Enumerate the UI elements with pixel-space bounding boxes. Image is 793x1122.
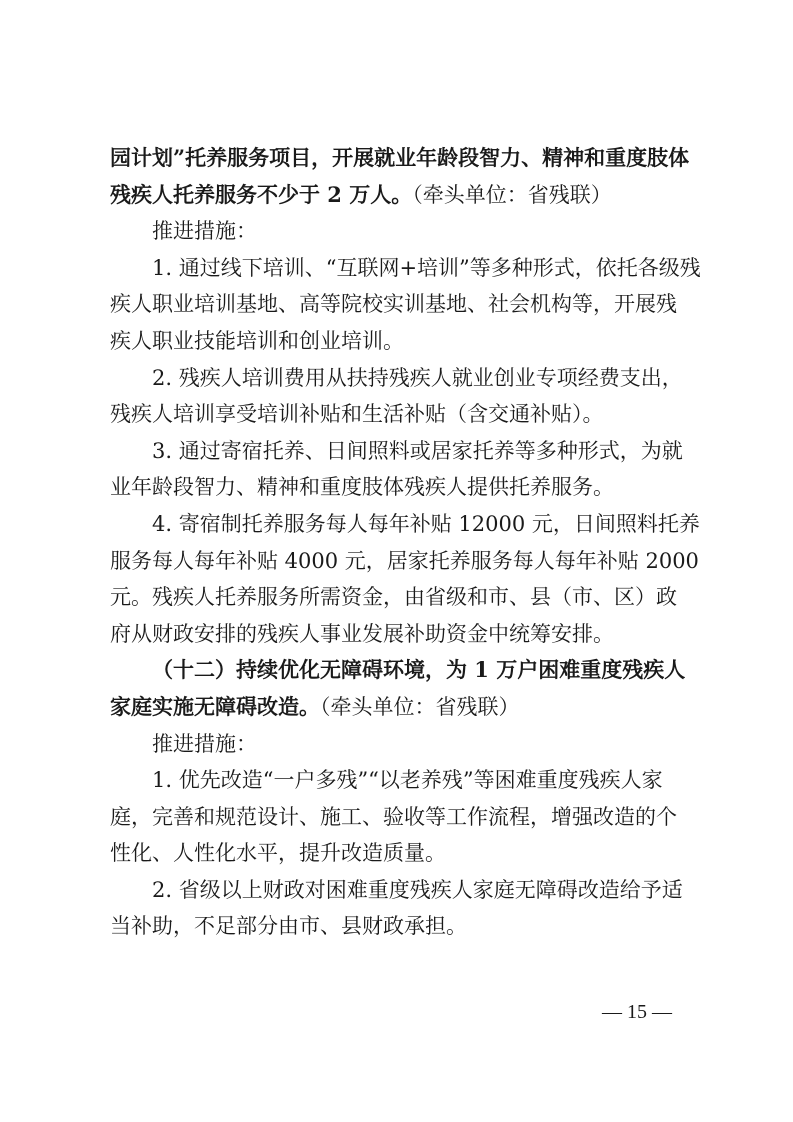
goal-end-line xyxy=(110,177,700,213)
measure-2-line: 2. 省级以上财政对困难重度残疾人家庭无障碍改造给予适 xyxy=(152,877,683,902)
measure-2-line: 残疾人培训享受培训补贴和生活补贴（含交通补贴）。 xyxy=(110,402,604,427)
measure-4-line: 府从财政安排的残疾人事业发展补助资金中统筹安排。 xyxy=(110,621,614,646)
measure-1-line: 庭，完善和规范设计、施工、验收等工作流程，增强改造的个 xyxy=(110,804,677,829)
measure-3-line: 3. 通过寄宿托养、日间照料或居家托养等多种形式，为就 xyxy=(152,438,683,463)
measure-1-line: 性化、人性化水平，提升改造质量。 xyxy=(110,841,446,866)
lead-unit-note: （牵头单位：省残联） xyxy=(320,694,520,719)
section-12-heading: （十二）持续优化无障碍环境，为 1 万户困难重度残疾人 xyxy=(152,657,686,683)
measures-heading: 推进措施： xyxy=(152,731,257,756)
measure-4-line: 服务每人每年补贴 4000 元，居家托养服务每人每年补贴 2000 xyxy=(110,548,699,573)
measure-3-line: 业年龄段智力、精神和重度肢体残疾人提供托养服务。 xyxy=(110,475,614,500)
measure-2-line: 2. 残疾人培训费用从扶持残疾人就业创业专项经费支出， xyxy=(152,365,683,390)
measure-1-line: 1. 通过线下培训、“互联网+培训”等多种形式，依托各级残 xyxy=(152,255,701,280)
goal-text: 残疾人托养服务不少于 2 万人。 xyxy=(110,181,413,207)
measure-1-line: 疾人职业培训基地、高等院校实训基地、社会机构等，开展残 xyxy=(110,292,677,317)
measure-2-line: 当补助，不足部分由市、县财政承担。 xyxy=(110,914,467,939)
document-page xyxy=(110,140,700,945)
goal-continuation-line xyxy=(110,140,700,176)
goal-text: 园计划”托养服务项目，开展就业年龄段智力、精神和重度肢体 xyxy=(110,145,690,170)
measure-4-line: 元。残疾人托养服务所需资金，由省级和市、县（市、区）政 xyxy=(110,585,677,610)
measure-1-line: 疾人职业技能培训和创业培训。 xyxy=(110,328,404,353)
measures-heading: 推进措施： xyxy=(152,219,257,244)
lead-unit-note: （牵头单位：省残联） xyxy=(412,182,612,207)
measure-1-line: 1. 优先改造“一户多残”“以老养残”等困难重度残疾人家 xyxy=(152,768,663,793)
measure-4-line: 4. 寄宿制托养服务每人每年补贴 12000 元，日间照料托养 xyxy=(152,511,700,536)
section-12-heading-end xyxy=(110,689,700,725)
page-number: — 15 — xyxy=(602,1001,672,1023)
section-12-text: 家庭实施无障碍改造。 xyxy=(110,693,320,719)
